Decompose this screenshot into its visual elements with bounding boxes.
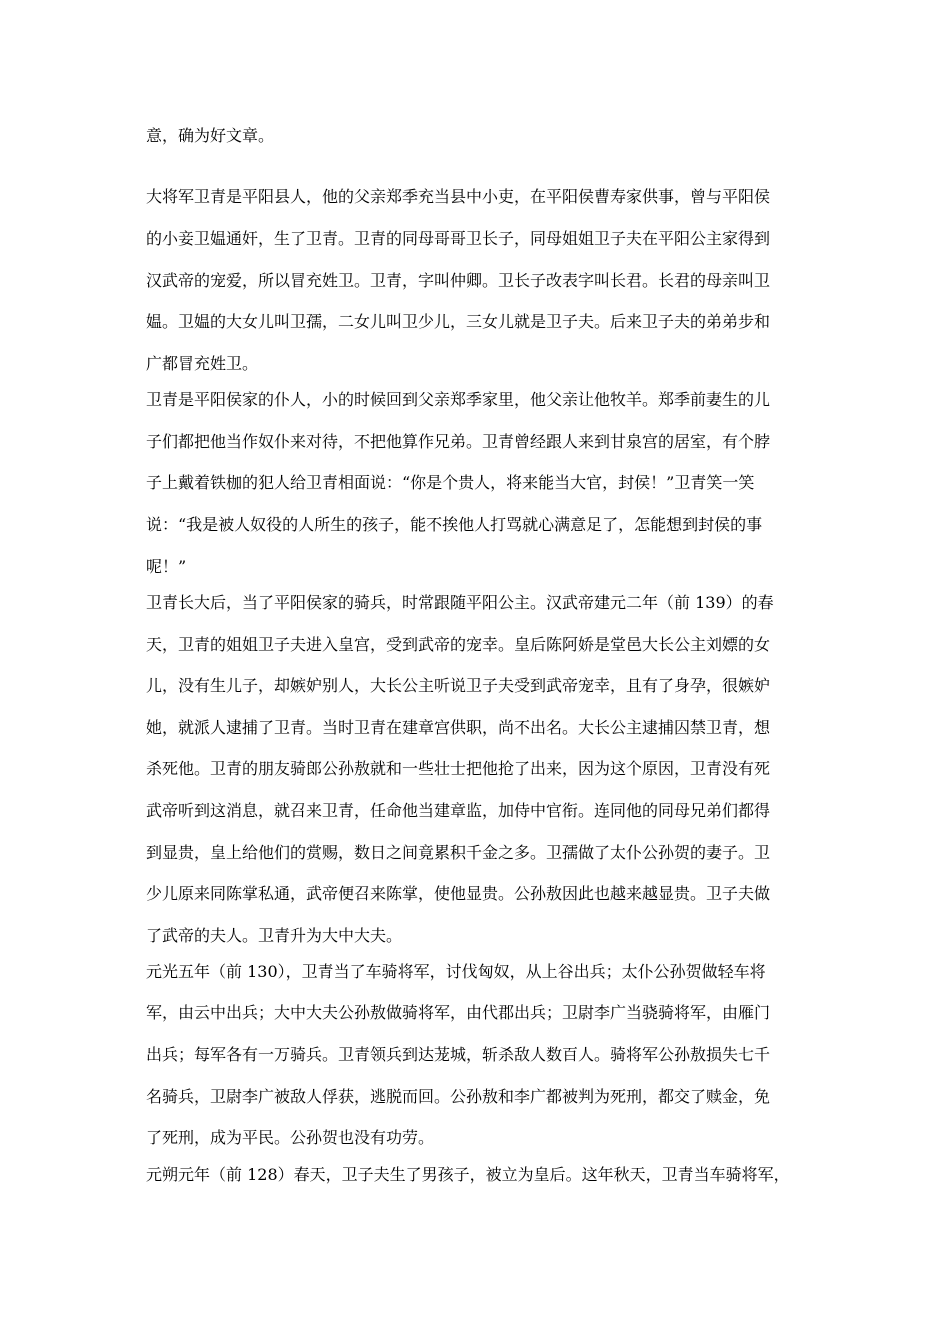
text-line: 呢！” — [146, 557, 187, 576]
text-line: 子们都把他当作奴仆来对待，不把他算作兄弟。卫青曾经跟人来到甘泉宫的居室，有个脖 — [146, 432, 771, 451]
document-page — [146, 0, 814, 1344]
text-line: 武帝听到这消息，就召来卫青，任命他当建章监，加侍中官衔。连同他的同母兄弟们都得 — [146, 801, 771, 820]
text-line: 元朔元年（前 128）春天，卫子夫生了男孩子，被立为皇后。这年秋天，卫青当车骑将军， — [146, 1165, 790, 1184]
text-line: 媪。卫媪的大女儿叫卫孺，二女儿叫卫少儿，三女儿就是卫子夫。后来卫子夫的弟弟步和 — [146, 312, 771, 331]
text-line: 子上戴着铁枷的犯人给卫青相面说：“你是个贵人，将来能当大官，封侯！”卫青笑一笑 — [146, 473, 755, 492]
text-line: 大将军卫青是平阳县人，他的父亲郑季充当县中小吏，在平阳侯曹寿家供事，曾与平阳侯 — [146, 187, 771, 206]
text-line: 儿，没有生儿子，却嫉妒别人，大长公主听说卫子夫受到武帝宠幸，且有了身孕，很嫉妒 — [146, 676, 771, 695]
text-line: 杀死他。卫青的朋友骑郎公孙敖就和一些壮士把他抢了出来，因为这个原因，卫青没有死 — [146, 759, 771, 778]
text-line: 汉武帝的宠爱，所以冒充姓卫。卫青，字叫仲卿。卫长子改表字叫长君。长君的母亲叫卫 — [146, 271, 771, 290]
text-line: 军，由云中出兵；大中大夫公孙敖做骑将军，由代郡出兵；卫尉李广当骁骑将军，由雁门 — [146, 1003, 771, 1022]
text-line: 说：“我是被人奴役的人所生的孩子，能不挨他人打骂就心满意足了，怎能想到封侯的事 — [146, 515, 763, 534]
text-line: 到显贵，皇上给他们的赏赐，数日之间竟累积千金之多。卫孺做了太仆公孙贺的妻子。卫 — [146, 843, 771, 862]
text-line: 了死刑，成为平民。公孙贺也没有功劳。 — [146, 1128, 435, 1147]
text-line: 名骑兵，卫尉李广被敌人俘获，逃脱而回。公孙敖和李广都被判为死刑，都交了赎金，免 — [146, 1087, 771, 1106]
text-line: 少儿原来同陈掌私通，武帝便召来陈掌，使他显贵。公孙敖因此也越来越显贵。卫子夫做 — [146, 884, 771, 903]
text-line: 意，确为好文章。 — [146, 126, 275, 145]
text-line: 卫青是平阳侯家的仆人，小的时候回到父亲郑季家里，他父亲让他牧羊。郑季前妻生的儿 — [146, 390, 771, 409]
text-line: 她，就派人逮捕了卫青。当时卫青在建章宫供职，尚不出名。大长公主逮捕囚禁卫青，想 — [146, 718, 771, 737]
text-line: 的小妾卫媪通奸，生了卫青。卫青的同母哥哥卫长子，同母姐姐卫子夫在平阳公主家得到 — [146, 229, 771, 248]
text-line: 出兵；每军各有一万骑兵。卫青领兵到达茏城，斩杀敌人数百人。骑将军公孙敖损失七千 — [146, 1045, 771, 1064]
text-line: 卫青长大后，当了平阳侯家的骑兵，时常跟随平阳公主。汉武帝建元二年（前 139）的春 — [146, 593, 774, 612]
text-line: 广都冒充姓卫。 — [146, 354, 259, 373]
text-line: 天，卫青的姐姐卫子夫进入皇宫，受到武帝的宠幸。皇后陈阿娇是堂邑大长公主刘嫖的女 — [146, 635, 771, 654]
text-line: 了武帝的夫人。卫青升为大中大夫。 — [146, 926, 403, 945]
text-line: 元光五年（前 130），卫青当了车骑将军，讨伐匈奴，从上谷出兵；太仆公孙贺做轻车将 — [146, 962, 766, 981]
